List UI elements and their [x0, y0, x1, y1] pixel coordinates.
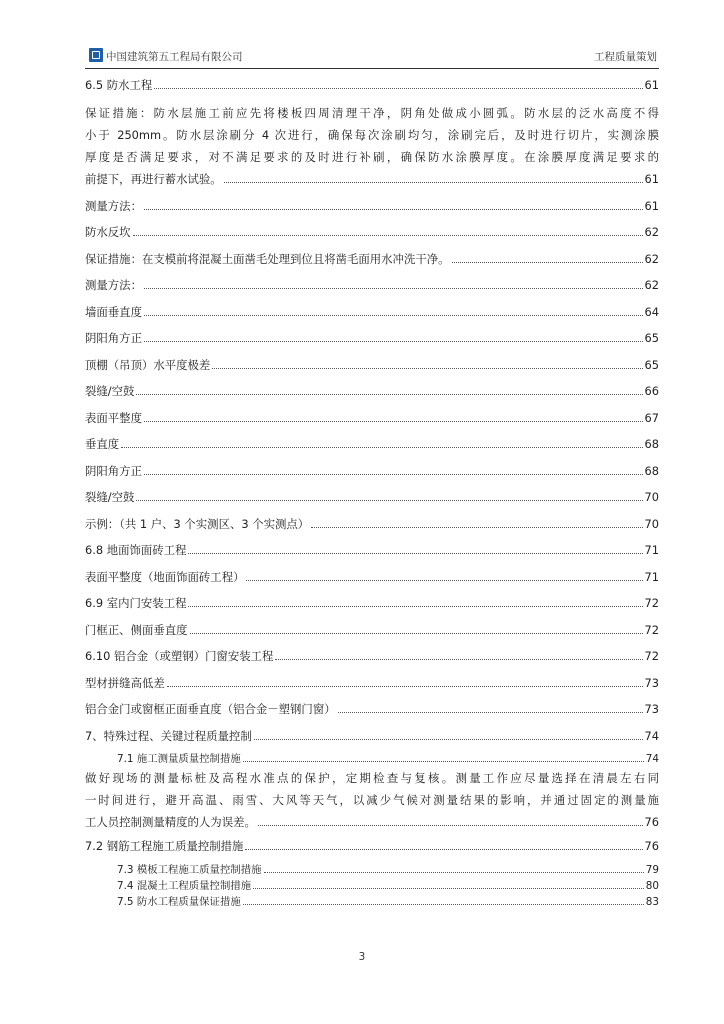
dot-leader	[224, 173, 643, 183]
dot-leader	[311, 518, 642, 528]
toc-page-number: 61	[644, 198, 659, 213]
paragraph-line: 做好现场的测量标桩及高程水准点的保护，定期检查与复核。测量工作应尽量选择在清晨左右同	[85, 771, 659, 785]
toc-page-number: 68	[644, 437, 659, 451]
toc-entry[interactable]	[85, 564, 659, 591]
toc-entry[interactable]	[85, 352, 659, 379]
table-of-contents	[85, 72, 659, 910]
toc-entry[interactable]	[85, 537, 659, 564]
toc-entry-text: 垂直度	[85, 437, 120, 451]
dot-leader	[254, 730, 643, 740]
toc-entry-text: 阴阳角方正	[85, 331, 142, 345]
toc-entry-text: 保证措施：在支模前将混凝土面凿毛处理到位且将凿毛面用水冲洗干净。	[85, 251, 450, 266]
toc-page-number: 80	[645, 879, 659, 892]
toc-entry[interactable]	[85, 643, 659, 670]
dot-leader	[144, 412, 643, 422]
toc-page-number: 61	[644, 171, 659, 186]
toc-entry-paragraph[interactable]	[85, 102, 659, 190]
toc-entry-text: 防水反坎	[85, 225, 131, 239]
dot-leader	[275, 650, 642, 660]
toc-entry-text: 墙面垂直度	[85, 304, 142, 319]
toc-entry-paragraph[interactable]	[85, 767, 659, 833]
dot-leader	[338, 703, 643, 713]
toc-entry-text: 6.10 铝合金（或塑钢）门窗安装工程	[85, 649, 274, 663]
dot-leader	[253, 880, 644, 889]
toc-entry-text: 7.5 防水工程质量保证措施	[117, 895, 241, 908]
toc-entry-text: 裂缝/空鼓	[85, 384, 135, 398]
toc-page-number: 70	[644, 516, 659, 531]
dot-leader	[144, 279, 643, 289]
paragraph-line: 一时间进行，避开高温、雨雪、大风等天气，以减少气候对测量结果的影响，并通过固定的测量施	[85, 793, 659, 807]
dot-leader	[136, 491, 642, 501]
dot-leader	[258, 816, 643, 826]
dot-leader	[144, 306, 643, 316]
toc-entry-text: 6.9 室内门安装工程	[85, 596, 187, 610]
toc-entry[interactable]	[85, 405, 659, 432]
toc-subentry[interactable]	[85, 751, 659, 767]
document-title: 工程质量策划	[594, 51, 657, 63]
toc-entry[interactable]	[85, 590, 659, 617]
toc-page-number: 76	[644, 839, 659, 853]
dot-leader	[144, 465, 643, 475]
toc-entry-text: 6.5 防水工程	[85, 78, 153, 92]
toc-page-number: 83	[645, 895, 659, 908]
dot-leader	[452, 253, 643, 263]
dot-leader	[243, 896, 644, 905]
paragraph-line: 保证措施：防水层施工前应先将楼板四周清理干净，阴角处做成小圆弧。防水层的泛水高度不得	[85, 105, 659, 120]
dot-leader	[121, 438, 642, 448]
dot-leader	[243, 753, 644, 762]
dot-leader	[190, 624, 643, 634]
toc-entry-text: 表面平整度（地面饰面砖工程）	[85, 569, 245, 584]
company-logo-icon	[89, 48, 103, 62]
toc-subentry[interactable]	[85, 878, 659, 894]
dot-leader	[133, 226, 643, 236]
toc-subentry[interactable]	[85, 894, 659, 910]
paragraph-last-line	[85, 811, 659, 833]
toc-page-number: 62	[644, 278, 659, 292]
toc-entry[interactable]	[85, 431, 659, 458]
toc-entry-text: 示例：（共 1 户、3 个实测区、3 个实测点）	[85, 516, 310, 531]
toc-page-number: 71	[644, 569, 659, 584]
toc-page-number: 67	[644, 410, 659, 425]
toc-entry[interactable]	[85, 193, 659, 220]
toc-page-number: 65	[644, 357, 659, 372]
toc-page-number: 61	[644, 78, 659, 92]
toc-entry-text: 工人员控制测量精度的人为误差。	[85, 815, 256, 829]
dot-leader	[167, 677, 643, 687]
toc-page-number: 72	[644, 649, 659, 663]
toc-entry-text: 测量方法：	[85, 198, 142, 213]
toc-entry-text: 铝合金门或窗框正面垂直度（铝合金－塑钢门窗）	[85, 702, 336, 716]
toc-page-number: 73	[644, 702, 659, 716]
toc-page-number: 62	[644, 251, 659, 266]
paragraph-last-line	[85, 168, 659, 190]
page-header	[85, 46, 659, 69]
toc-page-number: 64	[644, 304, 659, 319]
toc-page-number: 79	[645, 863, 659, 876]
toc-entry-text: 6.8 地面饰面砖工程	[85, 543, 187, 557]
toc-entry-text: 7、特殊过程、关键过程质量控制	[85, 728, 252, 743]
toc-page-number: 72	[644, 622, 659, 637]
dot-leader	[264, 864, 644, 873]
toc-entry[interactable]	[85, 484, 659, 511]
toc-entry-text: 前提下，再进行蓄水试验。	[85, 171, 222, 186]
toc-entry-text: 顶棚（吊顶）水平度极差	[85, 357, 211, 372]
page-number: 3	[358, 951, 366, 963]
toc-entry-text: 7.2 钢筋工程施工质量控制措施	[85, 839, 244, 853]
dot-leader	[245, 840, 642, 850]
toc-entry-text: 裂缝/空鼓	[85, 490, 135, 504]
toc-entry-text: 7.4 混凝土工程质量控制措施	[117, 879, 252, 892]
toc-page-number: 70	[644, 490, 659, 504]
toc-entry[interactable]	[85, 246, 659, 273]
toc-page-number: 65	[644, 331, 659, 345]
paragraph-line: 小于 250mm。防水层涂刷分 4 次进行，确保每次涂刷均匀，涂刷完后，及时进行切片，实测涂膜	[85, 127, 659, 142]
toc-entry-text: 阴阳角方正	[85, 463, 142, 478]
toc-entry[interactable]	[85, 458, 659, 485]
toc-entry[interactable]	[85, 696, 659, 723]
toc-entry-text: 7.3 模板工程施工质量控制措施	[117, 863, 262, 876]
toc-entry-text: 7.1 施工测量质量控制措施	[117, 753, 241, 765]
toc-entry[interactable]	[85, 272, 659, 299]
toc-entry[interactable]	[85, 72, 659, 99]
company-name: 中国建筑第五工程局有限公司	[106, 51, 243, 63]
toc-entry[interactable]	[85, 299, 659, 326]
toc-page-number: 66	[644, 384, 659, 398]
toc-page-number: 74	[645, 753, 659, 765]
dot-leader	[212, 359, 642, 369]
toc-entry[interactable]	[85, 325, 659, 352]
toc-entry[interactable]	[85, 511, 659, 538]
toc-page-number: 72	[644, 596, 659, 610]
toc-page-number: 73	[644, 675, 659, 690]
dot-leader	[136, 385, 642, 395]
dot-leader	[188, 597, 642, 607]
dot-leader	[188, 544, 642, 554]
toc-page-number: 74	[644, 728, 659, 743]
dot-leader	[154, 79, 642, 89]
dot-leader	[144, 332, 643, 342]
toc-page-number: 76	[644, 815, 659, 829]
toc-entry-text: 表面平整度	[85, 410, 142, 425]
dot-leader	[246, 571, 642, 581]
toc-entry-text: 门框正、侧面垂直度	[85, 622, 188, 637]
toc-entry[interactable]	[85, 833, 659, 860]
toc-page-number: 71	[644, 543, 659, 557]
toc-entry[interactable]	[85, 378, 659, 405]
toc-entry-text: 测量方法：	[85, 278, 142, 292]
toc-page-number: 62	[644, 225, 659, 239]
paragraph-line: 厚度是否满足要求，对不满足要求的及时进行补刷，确保防水涂膜厚度。在涂膜厚度满足要求的	[85, 149, 659, 164]
toc-entry[interactable]	[85, 670, 659, 697]
toc-entry[interactable]	[85, 617, 659, 644]
dot-leader	[144, 200, 643, 210]
toc-page-number: 68	[644, 463, 659, 478]
toc-entry[interactable]	[85, 219, 659, 246]
toc-subentry[interactable]	[85, 862, 659, 878]
toc-entry-text: 型材拼缝高低差	[85, 675, 165, 690]
toc-entry[interactable]	[85, 723, 659, 750]
